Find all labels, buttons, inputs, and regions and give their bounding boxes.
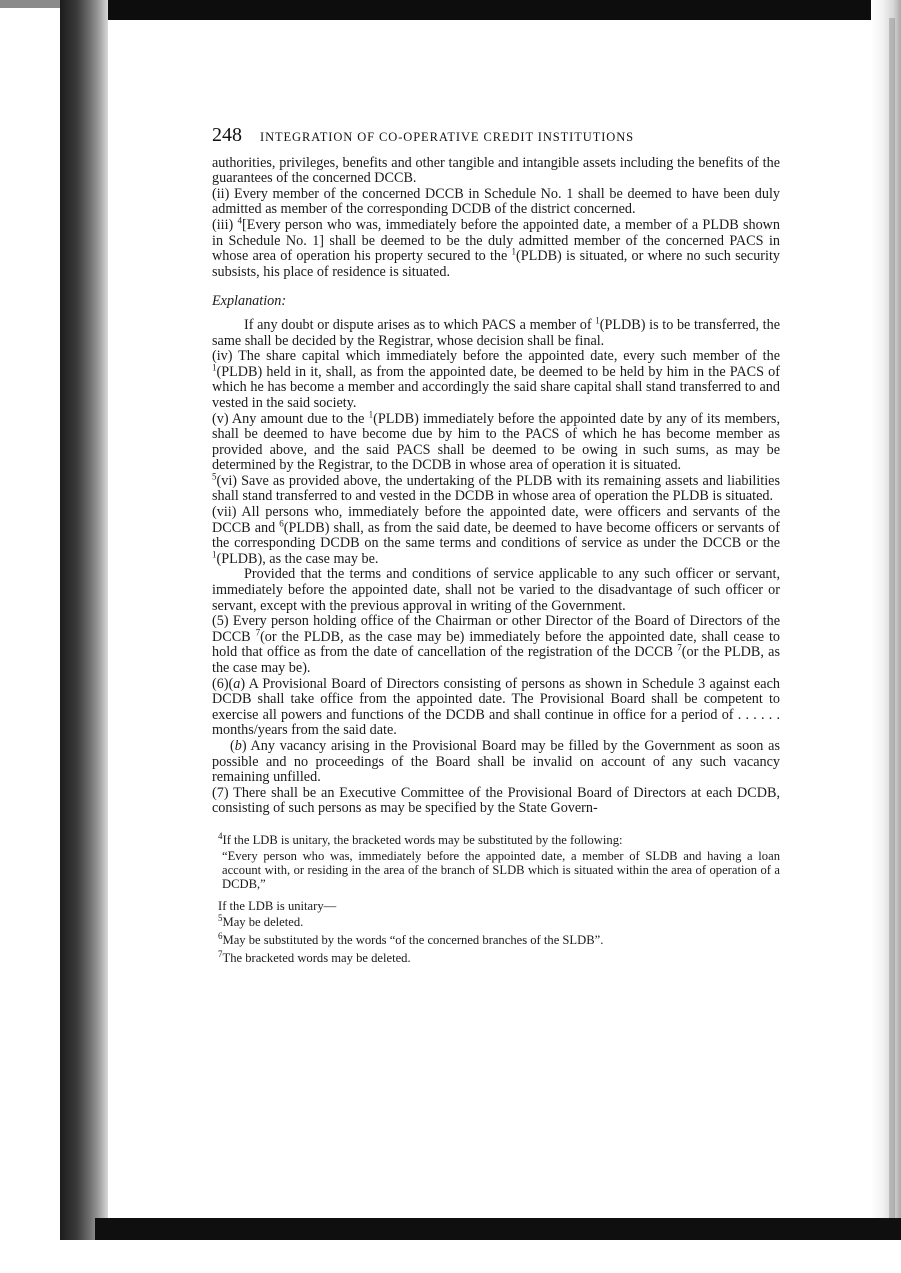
clause-6b: (b) Any vacancy arising in the Provisional Board may be filled by the Government as soon as possible and no proceedings of the Board shall be invalid on account of any such vacancy remaining unfilled. [212, 737, 780, 786]
clause-7: (7) There shall be an Executive Committee of the Provisional Board of Directors at each DCDB, consisting of such persons as may be specified by the State Govern- [212, 784, 780, 817]
document-page [212, 124, 781, 967]
scan-margin [0, 0, 60, 1273]
book-spine-shadow [60, 0, 108, 1240]
clause-iii: (iii) $^4$[Every person who was, immediately before the appointed date, a member of a PLDB shown in Schedule No. 1] shall be deemed to be the duly admitted member of the concerned PACS in whose area of operation his property secured to the $^1$(PLDB) is situated, or where no such security subsists, his place of residence is situated. [212, 215, 781, 280]
footnote-7: $^7$The bracketed words may be deleted. [218, 948, 411, 965]
running-title: INTEGRATION OF CO-OPERATIVE CREDIT INSTITUTIONS [260, 130, 634, 144]
footnote-4: $^4$If the LDB is unitary, the bracketed words may be substituted by the following: [218, 830, 623, 847]
footnote-4-quote: “Every person who was, immediately before the appointed date, a member of SLDB and having a loan account with, or residing in the area of the branch of SLDB which is situated within the area of operation of a DCDB,” [222, 848, 780, 891]
explanation-heading: Explanation: [212, 293, 287, 310]
page-header [212, 124, 780, 146]
explanation-text: If any doubt or dispute arises as to which PACS a member of $^1$(PLDB) is to be transferred, the same shall be decided by the Registrar, whose decision shall be final. [212, 315, 780, 349]
page-number: 248 [212, 124, 242, 146]
footnote-6: $^6$May be substituted by the words “of the concerned branches of the SLDB”. [218, 930, 604, 947]
page-right-edge [871, 0, 901, 1240]
clause-vi: $^5$(vi) Save as provided above, the undertaking of the PLDB with its remaining assets and liabilities shall stand transferred to and vested in the DCDB in whose area of operation the PLDB is situated. [212, 471, 780, 505]
footnote-5-lead: If the LDB is unitary— [218, 898, 337, 913]
clause-6a: (6)(a) A Provisional Board of Directors consisting of persons as shown in Schedule 3 against each DCDB shall take office from the appointed date. The Provisional Board shall be competent to exercise all powers and functions of the DCDB and shall continue in office for a period of . . . . . . months/years from the said date. [212, 675, 780, 739]
proviso: Provided that the terms and conditions of service applicable to any such officer or servant, immediately before the appointed date, shall not be varied to the disadvantage of such officer or servant, except with the previous approval in writing of the Government. [212, 566, 780, 614]
clause-v: (v) Any amount due to the $^1$(PLDB) immediately before the appointed date by any of its members, shall be deemed to have become due by him to the PACS of which he has become member as provided above, and the said PACS shall be deemed to be owing in such sums, as may be determined by the Registrar, to the DCDB in whose area of operation it is situated. [212, 408, 780, 474]
scan-edge-notch [0, 0, 62, 8]
scan-top-border [60, 0, 901, 20]
footnote-5: $^5$May be deleted. [218, 912, 304, 929]
scan-bottom-border [95, 1218, 901, 1240]
paragraph-assets: authorities, privileges, benefits and other tangible and intangible assets including the benefits of the guarantees of the concerned DCCB. [212, 154, 780, 187]
clause-iv: (iv) The share capital which immediately before the appointed date, every such member of the $^1$(PLDB) held in it, shall, as from the appointed date, be deemed to be held by him in the PACS of which he has become a member and accordingly the said share capital shall stand transferred to and vested in the said society. [212, 348, 780, 411]
clause-5: (5) Every person holding office of the Chairman or other Director of the Board of Directors of the DCCB $^7$(or the PLDB, as the case may be) immediately before the appointed date, shall cease to hold that office as from the date of cancellation of the registration of the DCCB $^7$(or the PLDB, as the case may be). [212, 613, 781, 676]
page-right-shadow [889, 18, 895, 1218]
clause-ii: (ii) Every member of the concerned DCCB in Schedule No. 1 shall be deemed to have been duly admitted as member of the corresponding DCDB of the district concerned. [212, 185, 780, 218]
footnotes [212, 830, 780, 965]
clause-vii: (vii) All persons who, immediately before the appointed date, were officers and servants of the DCCB and $^6$(PLDB) shall, as from the said date, be deemed to have become officers or servants of the corresponding DCDB on the same terms and conditions of service as under the DCCB or the $^1$(PLDB), as the case may be. [212, 504, 780, 567]
